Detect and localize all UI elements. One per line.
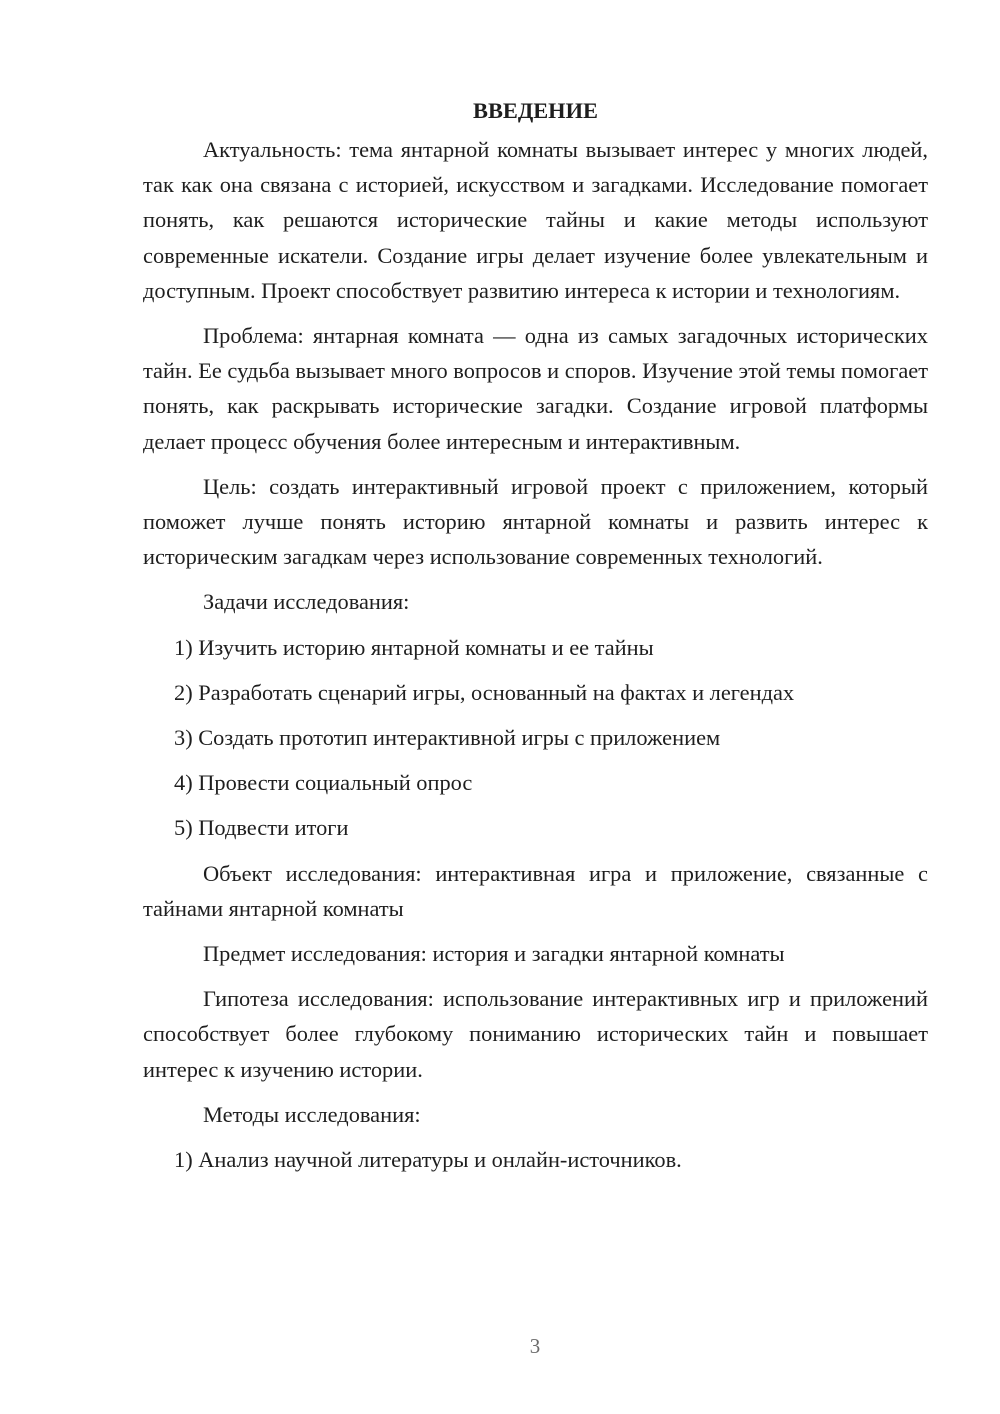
task-item-3: 3) Создать прототип интерактивной игры с приложением [174,725,721,751]
relevance-paragraph: Актуальность: тема янтарной комнаты вызывает интерес у многих людей, так как она связана с историей, искусством и загадками. Исследование помогает понять, как решаются исторические тайны и какие методы используют современные искатели. Создание игры делает изучение более увлекательным и доступным. Проект способствует развитию интереса к истории и технологиям. [143,137,928,303]
hypothesis-paragraph: Гипотеза исследования: использование интерактивных игр и приложений способствует более глубокому пониманию исторических тайн и повышает интерес к изучению истории. [143,986,928,1082]
problem-paragraph: Проблема: янтарная комната — одна из самых загадочных исторических тайн. Ее судьба вызывает много вопросов и споров. Изучение этой темы помогает понять, как раскрывать исторические загадки. Создание игровой платформы делает процесс обучения более интересным и интерактивным. [143,323,928,454]
task-item-4: 4) Провести социальный опрос [174,770,473,796]
method-item-1: 1) Анализ научной литературы и онлайн-источников. [174,1147,682,1173]
goal-paragraph: Цель: создать интерактивный игровой проект с приложением, который поможет лучше понять историю янтарной комнаты и развить интерес к историческим загадкам через использование современных технологий. [143,473,928,570]
page-title: ВВЕДЕНИЕ [473,98,598,123]
subject-paragraph: Предмет исследования: история и загадки янтарной комнаты [203,941,785,967]
task-item-5: 5) Подвести итоги [174,815,349,841]
tasks-heading: Задачи исследования: [203,589,410,615]
object-paragraph: Объект исследования: интерактивная игра и приложение, связанные с тайнами янтарной комнаты [143,860,928,921]
page-number: 3 [529,1334,541,1358]
document-body [143,92,928,1187]
task-item-1: 1) Изучить историю янтарной комнаты и ее тайны [174,634,654,660]
methods-heading: Методы исследования: [203,1101,421,1127]
task-item-2: 2) Разработать сценарий игры, основанный на фактах и легендах [174,679,795,705]
